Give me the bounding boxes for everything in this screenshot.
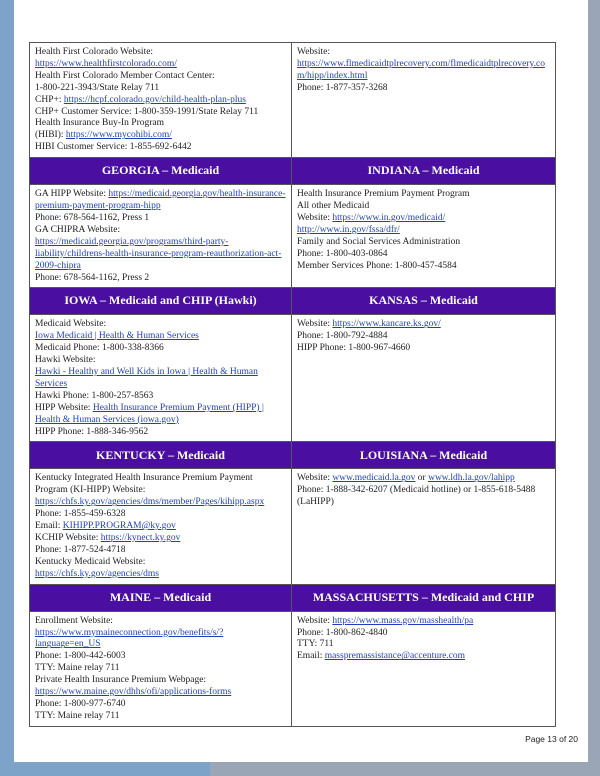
contact-line	[35, 403, 286, 427]
state-contact-cell-right	[292, 43, 556, 158]
contact-line	[297, 319, 550, 331]
contact-link[interactable]: https://chfs.ky.gov/agencies/dms/member/Pages/kihipp.aspx	[35, 497, 265, 508]
contact-link[interactable]: https://medicaid.georgia.gov/programs/third-party-liability/childrens-health-insurance-program-reauthorization-act-2009-chipra	[35, 236, 282, 271]
contact-line	[35, 616, 286, 628]
contact-link[interactable]: Hawki - Healthy and Well Kids in Iowa | Health & Human Services	[35, 367, 258, 389]
state-contact-row	[30, 469, 556, 584]
contact-link[interactable]: masspremassistance@accenture.com	[324, 651, 466, 662]
contact-line	[35, 521, 286, 533]
contact-text: Enrollment Website:	[35, 615, 113, 626]
contact-link[interactable]: https://www.mymaineconnection.gov/benefits/s/?language=en_US	[35, 627, 224, 650]
state-contact-row	[30, 185, 556, 288]
state-header: LOUISIANA – Medicaid	[292, 442, 556, 469]
state-contact-cell-right	[292, 611, 556, 726]
contact-text: Phone: 1-800-862-4840	[297, 627, 388, 638]
contact-text: Medicaid Phone: 1-800-338-8366	[35, 343, 164, 354]
contact-line	[35, 47, 286, 59]
contact-text: Health First Colorado Website:	[35, 47, 154, 57]
contact-text: TTY: Maine relay 711	[35, 710, 120, 721]
state-header: KANSAS – Medicaid	[292, 288, 556, 315]
contact-text: Phone: 678-564-1162, Press 1	[35, 212, 150, 223]
state-header: MASSACHUSETTS – Medicaid and CHIP	[292, 584, 556, 611]
contact-line	[35, 367, 286, 391]
contact-text: HIPP Phone: 1-888-346-9562	[35, 426, 149, 437]
contact-link[interactable]: KIHIPP.PROGRAM@ky.gov	[62, 521, 176, 532]
contact-link[interactable]: www.ldh.la.gov/lahipp	[428, 473, 515, 484]
contact-link[interactable]: https://hcpf.colorado.gov/child-health-plan-plus	[63, 94, 246, 105]
contact-line	[35, 355, 286, 367]
contact-line	[35, 71, 286, 83]
state-header: IOWA – Medicaid and CHIP (Hawki)	[30, 288, 292, 315]
contact-text: Kentucky Medicaid Website:	[35, 556, 146, 567]
contact-text: Phone: 1-800-403-0864	[297, 248, 388, 259]
contact-line	[297, 616, 550, 628]
page-number: Page 13 of 20	[525, 734, 578, 744]
contact-line	[297, 639, 550, 651]
contact-line	[35, 213, 286, 225]
contact-label: HIPP Website:	[35, 402, 93, 413]
contact-line	[297, 331, 550, 343]
contact-text: Phone: 1-800-977-6740	[35, 698, 126, 709]
contact-line	[297, 628, 550, 640]
contact-text: Health First Colorado Member Contact Center:	[35, 70, 215, 81]
contact-line	[297, 237, 550, 249]
contact-line	[297, 47, 550, 59]
contact-link[interactable]: http://www.in.gov/fssa/dfr/	[297, 224, 400, 235]
state-header: MAINE – Medicaid	[30, 584, 292, 611]
contact-text: All other Medicaid	[297, 201, 370, 212]
state-contact-row	[30, 611, 556, 726]
state-contact-row	[30, 315, 556, 442]
contact-line	[297, 261, 550, 273]
state-header-row	[30, 158, 556, 185]
contact-line	[35, 628, 286, 652]
contact-link[interactable]: Iowa Medicaid | Health & Human Services	[35, 331, 199, 342]
state-contact-cell-left	[30, 315, 292, 442]
state-header: KENTUCKY – Medicaid	[30, 442, 292, 469]
state-contact-row	[30, 43, 556, 158]
contact-line	[297, 473, 550, 485]
contact-line	[297, 225, 550, 237]
contact-line	[35, 699, 286, 711]
contact-line	[35, 651, 286, 663]
contact-label: GA HIPP Website:	[35, 189, 109, 200]
contact-line	[297, 213, 550, 225]
contact-link[interactable]: https://medicaid.georgia.gov/health-insurance-premium-payment-program-hipp	[35, 189, 286, 212]
state-contact-cell-right	[292, 185, 556, 288]
contact-text: Phone: 1-800-442-6003	[35, 651, 126, 662]
contact-link[interactable]: Health Insurance Premium Payment (HIPP) | Health & Human Services (iowa.gov)	[35, 402, 264, 425]
contact-label: Website:	[297, 473, 333, 484]
contact-text: GA CHIPRA Website:	[35, 224, 121, 235]
state-header-row	[30, 442, 556, 469]
contact-label: Website:	[297, 319, 333, 330]
contact-text: Phone: 1-855-459-6328	[35, 509, 126, 520]
contact-link[interactable]: https://www.mycohibi.com/	[65, 130, 172, 141]
contact-line	[35, 557, 286, 569]
contact-line	[35, 331, 286, 343]
contact-text: Private Health Insurance Premium Webpage:	[35, 675, 207, 686]
contact-text: Member Services Phone: 1-800-457-4584	[297, 260, 457, 271]
contact-label: or	[415, 473, 429, 484]
contact-line	[297, 83, 550, 95]
contact-label: Email:	[35, 521, 63, 532]
contact-line	[297, 189, 550, 201]
state-contact-cell-right	[292, 469, 556, 584]
contact-line	[35, 95, 286, 107]
contact-line	[297, 651, 550, 663]
contact-text: Family and Social Services Administration	[297, 236, 461, 247]
contact-line	[297, 201, 550, 213]
contact-line	[35, 118, 286, 130]
contact-text: Phone: 1-877-524-4718	[35, 544, 126, 555]
state-contact-cell-left	[30, 469, 292, 584]
contact-line	[35, 273, 286, 285]
contact-link[interactable]: https://chfs.ky.gov/agencies/dms	[35, 568, 159, 579]
state-contact-cell-left	[30, 185, 292, 288]
contact-text: Kentucky Integrated Health Insurance Premium Payment Program (KI-HIPP) Website:	[35, 473, 253, 496]
contact-line	[297, 249, 550, 261]
contact-text: Health Insurance Premium Payment Program	[297, 189, 470, 200]
contact-line	[35, 497, 286, 509]
contact-line	[35, 237, 286, 273]
state-header-row	[30, 584, 556, 611]
contact-line	[35, 343, 286, 355]
contact-text: Phone: 1-888-342-6207 (Medicaid hotline) or 1-855-618-5488 (LaHIPP)	[297, 485, 536, 508]
contact-label: CHP+:	[35, 94, 64, 105]
contact-text: 1-800-221-3943/State Relay 711	[35, 82, 160, 93]
contact-text: Health Insurance Buy-In Program	[35, 118, 165, 129]
contact-link[interactable]: https://www.maine.gov/dhhs/ofi/applications-forms	[35, 687, 232, 698]
contact-text: Medicaid Website:	[35, 319, 107, 330]
contact-line	[35, 142, 286, 154]
contact-link[interactable]: https://www.flmedicaidtplrecovery.com/flmedicaidtplrecovery.com/hipp/index.html	[297, 58, 545, 81]
contact-line	[35, 675, 286, 687]
contact-line	[297, 485, 550, 509]
contact-line	[297, 59, 550, 83]
contact-line	[35, 83, 286, 95]
contact-label: KCHIP Website:	[35, 533, 101, 543]
contact-text: Phone: 1-877-357-3268	[297, 82, 388, 93]
contact-line	[35, 533, 286, 545]
contact-line	[35, 711, 286, 723]
contact-link[interactable]: https://www.mass.gov/masshealth/pa	[332, 615, 474, 626]
state-contact-table	[29, 42, 556, 727]
contact-line	[35, 473, 286, 497]
contact-text: TTY: Maine relay 711	[35, 663, 120, 674]
contact-text: HIPP Phone: 1-800-967-4660	[297, 343, 411, 354]
state-header: GEORGIA – Medicaid	[30, 158, 292, 185]
contact-line	[35, 130, 286, 142]
contact-link[interactable]: https://www.kancare.ks.gov/	[332, 319, 441, 330]
contact-line	[35, 189, 286, 213]
contact-text: Phone: 1-800-792-4884	[297, 331, 388, 342]
contact-line	[35, 391, 286, 403]
contact-line	[297, 343, 550, 355]
contact-line	[35, 107, 286, 119]
contact-label: Website:	[297, 615, 333, 626]
state-contact-cell-left	[30, 611, 292, 726]
contact-link[interactable]: https://www.in.gov/medicaid/	[332, 212, 446, 223]
contact-line	[35, 663, 286, 675]
contact-text: Hawki Website:	[35, 355, 96, 366]
contact-line	[35, 59, 286, 71]
contact-text: Phone: 678-564-1162, Press 2	[35, 272, 150, 283]
contact-link[interactable]: https://www.healthfirstcolorado.com/	[35, 58, 177, 69]
contact-link[interactable]: https://kynect.ky.gov	[100, 533, 181, 543]
contact-text: CHP+ Customer Service: 1-800-359-1991/State Relay 711	[35, 106, 259, 117]
state-contact-cell-right	[292, 315, 556, 442]
contact-text: Website:	[297, 47, 331, 57]
contact-line	[35, 545, 286, 557]
contact-label: Email:	[297, 651, 325, 662]
state-header-row	[30, 288, 556, 315]
contact-line	[35, 509, 286, 521]
contact-line	[35, 427, 286, 439]
contact-text: HIBI Customer Service: 1-855-692-6442	[35, 142, 192, 153]
contact-text: Hawki Phone: 1-800-257-8563	[35, 390, 154, 401]
contact-line	[35, 569, 286, 581]
state-header: INDIANA – Medicaid	[292, 158, 556, 185]
state-contact-cell-left	[30, 43, 292, 158]
contact-line	[35, 319, 286, 331]
contact-label: (HIBI):	[35, 130, 66, 141]
contact-link[interactable]: www.medicaid.la.gov	[332, 473, 416, 484]
contact-line	[35, 225, 286, 237]
contact-text: TTY: 711	[297, 639, 334, 650]
contact-line	[35, 687, 286, 699]
contact-label: Website:	[297, 212, 333, 223]
